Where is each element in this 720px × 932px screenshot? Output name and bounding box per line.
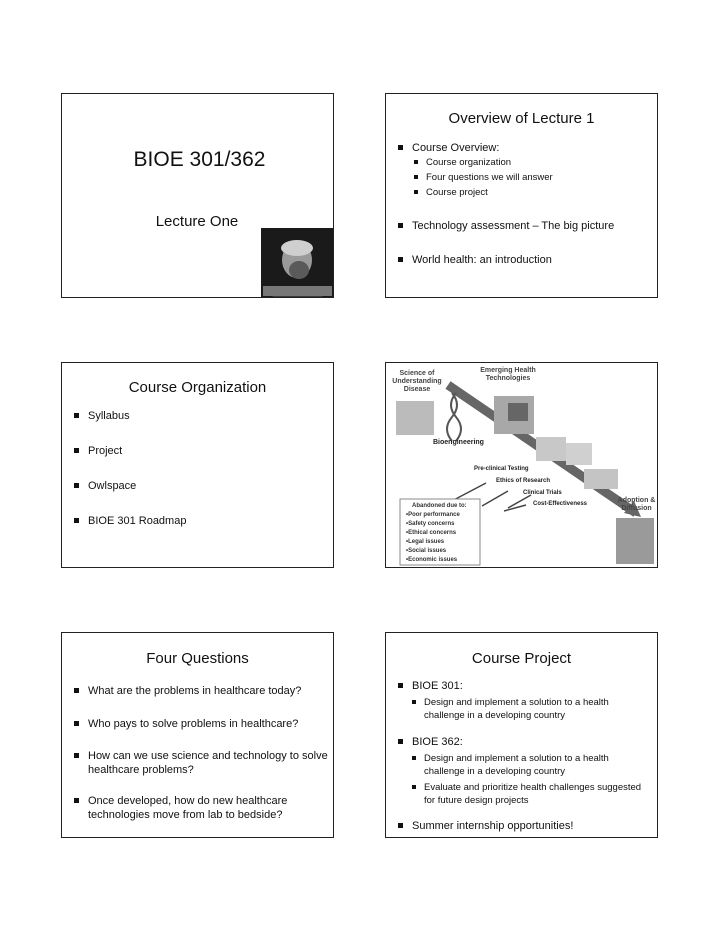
slide-5-title: Four Questions	[146, 650, 249, 667]
project-list-2	[398, 735, 653, 749]
abandoned-box	[406, 502, 480, 565]
adoption-label: Adoption & Diffusion	[617, 497, 656, 512]
list-item: BIOE 301 Roadmap	[74, 514, 329, 528]
bioengineering-label: Bioengineering	[433, 439, 484, 446]
slide-3-title: Course Organization	[128, 379, 267, 396]
portrait-photo	[261, 228, 334, 298]
list-item: Course Overview:	[398, 141, 653, 155]
slide-2-title: Overview of Lecture 1	[448, 110, 595, 127]
slide-6	[385, 632, 658, 838]
overview-list-2	[398, 219, 653, 233]
patient-photo	[616, 518, 654, 564]
ethics-label: Ethics of Research	[496, 478, 551, 484]
slide-3	[61, 362, 334, 568]
abandoned-item: •Poor performance	[406, 512, 460, 518]
list-item: Summer internship opportunities!	[398, 819, 653, 833]
slide-6-title: Course Project	[471, 650, 572, 667]
preclinical-label: Pre-clinical Testing	[474, 466, 529, 472]
lab-photo	[396, 401, 434, 435]
list-item: What are the problems in healthcare today?	[74, 684, 332, 698]
questions-list	[74, 684, 332, 822]
list-item: Project	[74, 444, 329, 458]
list-item: Course project	[414, 186, 649, 199]
slide-5	[61, 632, 334, 838]
list-item: How can we use science and technology to solve healthcare problems?	[74, 749, 332, 777]
project-list-1	[398, 679, 653, 693]
science-label: Science of Understanding Disease	[392, 370, 442, 393]
list-item: Design and implement a solution to a health challenge in a developing country	[412, 696, 652, 722]
overview-list-3	[398, 253, 653, 267]
slide-1	[61, 93, 334, 298]
abandoned-item: •Legal issues	[406, 539, 445, 545]
list-item: BIOE 362:	[398, 735, 653, 749]
slide-4-roadmap	[385, 362, 658, 568]
list-item: Technology assessment – The big picture	[398, 219, 653, 233]
abandoned-item: •Economic issues	[406, 557, 458, 563]
stethoscope-photo	[536, 437, 566, 461]
scale-photo	[566, 443, 592, 465]
emerging-label: Emerging Health Technologies	[480, 367, 536, 382]
list-item: Design and implement a solution to a health challenge in a developing country	[412, 752, 652, 778]
overview-list	[398, 141, 653, 155]
overview-sublist	[414, 156, 649, 199]
list-item: Evaluate and prioritize health challenges suggested for future design projects	[412, 781, 652, 807]
list-item: Once developed, how do new healthcare technologies move from lab to bedside?	[74, 794, 332, 822]
abandoned-item: •Social issues	[406, 548, 447, 554]
slide-1-title: BIOE 301/362	[133, 148, 266, 171]
project-sublist-2	[412, 752, 652, 807]
list-item: BIOE 301:	[398, 679, 653, 693]
list-item: World health: an introduction	[398, 253, 653, 267]
organization-list	[74, 409, 329, 528]
list-item: Syllabus	[74, 409, 329, 423]
list-item: Owlspace	[74, 479, 329, 493]
abandoned-item: •Ethical concerns	[406, 530, 457, 536]
list-item: Who pays to solve problems in healthcare?	[74, 717, 332, 731]
abandoned-title: Abandoned due to:	[412, 503, 467, 509]
list-item: Four questions we will answer	[414, 171, 649, 184]
cost-label: Cost-Effectiveness	[533, 501, 588, 507]
abandoned-item: •Safety concerns	[406, 521, 455, 527]
clinical-label: Clinical Trials	[523, 490, 562, 496]
list-item: Course organization	[414, 156, 649, 169]
money-photo	[584, 469, 618, 489]
slide-1-subtitle: Lecture One	[155, 213, 239, 230]
portrait-image	[261, 228, 334, 298]
project-list-3	[398, 819, 653, 833]
project-sublist-1	[412, 696, 652, 722]
slide-2	[385, 93, 658, 298]
